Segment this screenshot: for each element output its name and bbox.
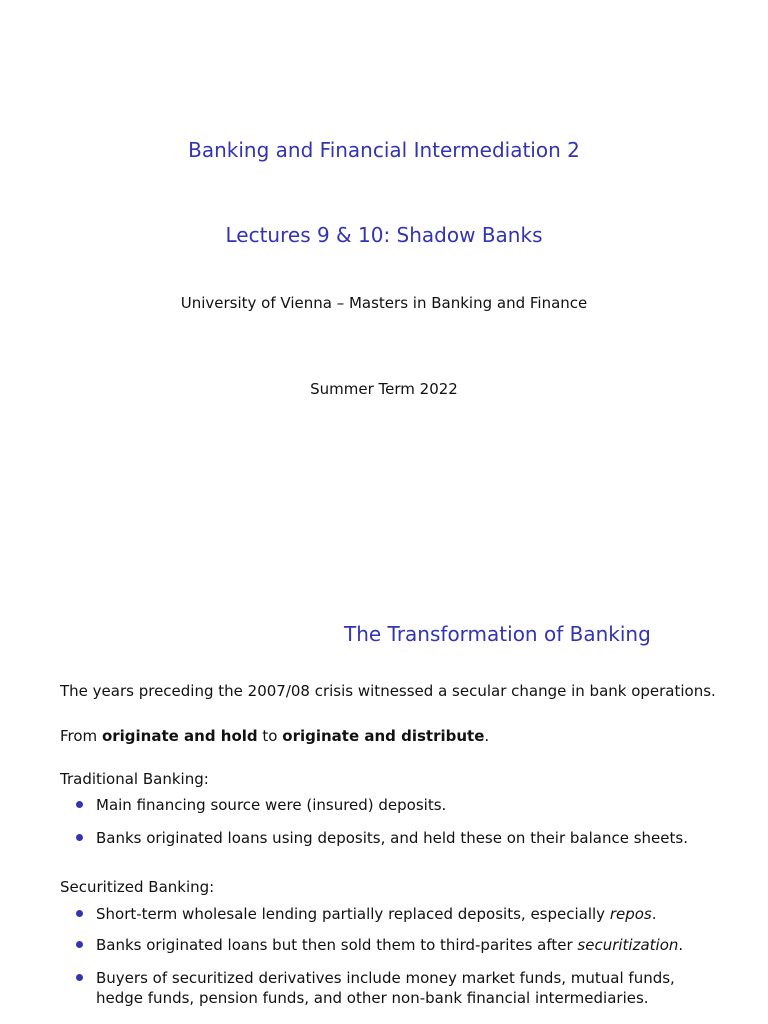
emphasis-repos: repos (609, 905, 652, 923)
securitized-heading: Securitized Banking: (60, 878, 215, 896)
bullet-text: Banks originated loans but then sold them to third-parites after securitization. (96, 936, 684, 954)
shift-to: originate and distribute (282, 727, 485, 745)
emphasis-securitization: securitization (577, 936, 679, 954)
lecture-subtitle: Lectures 9 & 10: Shadow Banks (225, 223, 543, 247)
bullet-text: Main financing source were (insured) deposits. (96, 796, 447, 814)
shift-suffix: . (484, 727, 490, 745)
bullet-text: Banks originated loans using deposits, and held these on their balance sheets. (96, 829, 688, 847)
shift-mid: to (257, 727, 283, 745)
intro-paragraph: The years preceding the 2007/08 crisis witnessed a secular change in bank operations. (60, 682, 716, 700)
traditional-heading: Traditional Banking: (60, 770, 209, 788)
bullet-text: Short-term wholesale lending partially replaced deposits, especially repos. (96, 905, 657, 923)
bullet-text-line-1: Buyers of securitized derivatives include money market funds, mutual funds, (96, 969, 675, 987)
bullet-dot (76, 941, 83, 948)
bullet-dot (76, 910, 83, 917)
bullet-text-line-2: hedge funds, pension funds, and other non-bank financial intermediaries. (96, 989, 649, 1007)
shift-statement (60, 726, 489, 746)
presentation-title: Banking and Financial Intermediation 2 (188, 138, 580, 162)
slide-title: The Transformation of Banking (344, 622, 651, 646)
term-line: Summer Term 2022 (310, 380, 458, 398)
institution-line: University of Vienna – Masters in Banking and Finance (180, 294, 588, 312)
bullet-dot (76, 834, 83, 841)
bullet-dot (76, 801, 83, 808)
shift-from: originate and hold (101, 727, 258, 745)
shift-prefix: From (60, 727, 102, 745)
bullet-dot (76, 974, 83, 981)
